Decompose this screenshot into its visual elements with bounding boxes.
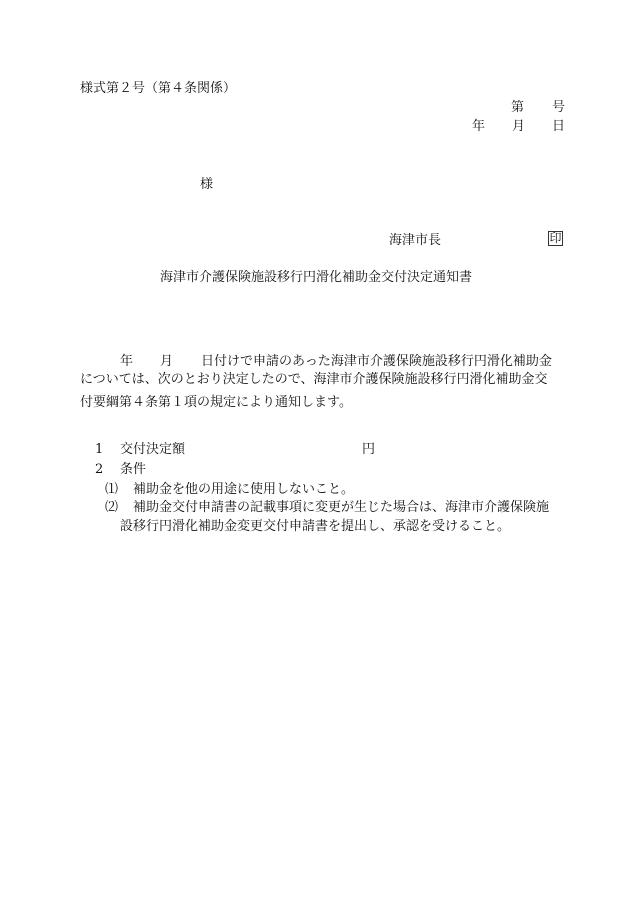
item-2-label: 条件: [120, 462, 147, 477]
seal-mark: 印: [549, 231, 562, 245]
document-title: 海津市介護保険施設移行円滑化補助金交付決定通知書: [160, 270, 473, 285]
body-year: 年: [120, 354, 134, 369]
addressee-suffix: 様: [200, 177, 214, 192]
date-year: 年: [472, 119, 486, 134]
body-line1: 日付けで申請のあった海津市介護保険施設移行円滑化補助金: [201, 354, 552, 369]
item-2-number: 2: [95, 462, 104, 477]
form-label: 様式第２号（第４条関係）: [80, 81, 237, 96]
condition-2-text-line2: 設移行円滑化補助金変更交付申請書を提出し、承認を受けること。: [120, 519, 511, 534]
date-day: 日: [552, 119, 566, 134]
condition-2-text-line1: 補助金交付申請書の記載事項に変更が生じた場合は、海津市介護保険施: [133, 500, 550, 515]
body-month: 月: [160, 354, 174, 369]
item-1-unit: 円: [362, 442, 376, 457]
condition-2-number: ⑵: [105, 500, 119, 515]
condition-1-number: ⑴: [105, 482, 119, 497]
condition-1-text: 補助金を他の用途に使用しないこと。: [133, 482, 355, 497]
number-dai: 第: [511, 100, 525, 115]
body-line2: については、次のとおり決定したので、海津市介護保険施設移行円滑化補助金交: [80, 372, 548, 387]
item-1-number: 1: [95, 442, 104, 457]
item-1-label: 交付決定額: [120, 442, 186, 457]
body-paragraph: [80, 345, 566, 414]
issuer-name: 海津市長: [389, 233, 442, 248]
body-line3: 付要綱第４条第１項の規定により通知します。: [80, 395, 352, 410]
number-go: 号: [552, 100, 566, 115]
date-month: 月: [512, 119, 526, 134]
